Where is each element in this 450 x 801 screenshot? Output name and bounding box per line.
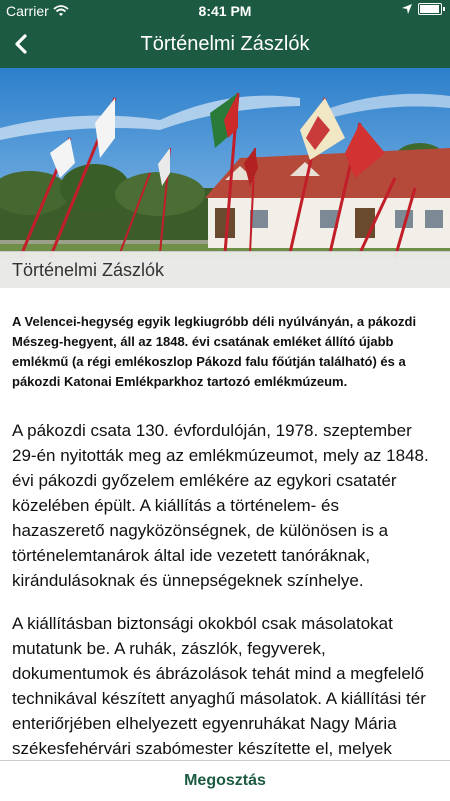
bottom-bar [0, 760, 450, 801]
status-bar [0, 0, 450, 22]
share-button[interactable]: Megosztás [184, 772, 266, 789]
clock: 8:41 PM [198, 3, 252, 19]
hero-caption: Történelmi Zászlók [12, 260, 165, 280]
hero-image [0, 68, 450, 288]
carrier-label: Carrier [6, 3, 49, 19]
location-icon [402, 4, 412, 14]
battery-icon [418, 3, 442, 15]
article-content[interactable] [0, 288, 450, 760]
status-right [402, 3, 442, 15]
paragraph-1: A pákozdi csata 130. évfordulóján, 1978. szeptember 29-én nyitották meg az emlékmúzeumot, mely az 1848. évi pákozdi győzelem emlékére az egykori csatatér közelében épült. A kiállítás a történelem- és hazaszerető nagyközönségnek, de különösen is a történelemtanárok által ide vezetett tanóráknak, kirándulásoknak és ünnepségeknek színhelye. [12, 421, 429, 590]
page-title: Történelmi Zászlók [140, 33, 310, 55]
nav-bar [0, 22, 450, 68]
intro-text: A Velencei-hegység egyik legkiugróbb déli nyúlványán, a pákozdi Mészeg-hegyent, áll az 1848. évi csatának emléket állító újabb emlékmű (a régi emlékoszlop Pákozd falu főútján található) és a pákozdi Katonai Emlékparkhoz tartozó emlékmúzeum. [12, 314, 417, 389]
hero-caption-bar [0, 251, 450, 288]
paragraph-2: A kiállításban biztonsági okokból csak másolatokat mutatunk be. A ruhák, zászlók, fegyverek, dokumentumok és ábrázolások tehát mind a megfelelő technikával készített anyaghű másolatok. A kiállítási tér enteriőrjében elhelyezett egyenruhákat Nagy Mária székesfehérvári szabómester készítette el, melyek [12, 614, 426, 758]
